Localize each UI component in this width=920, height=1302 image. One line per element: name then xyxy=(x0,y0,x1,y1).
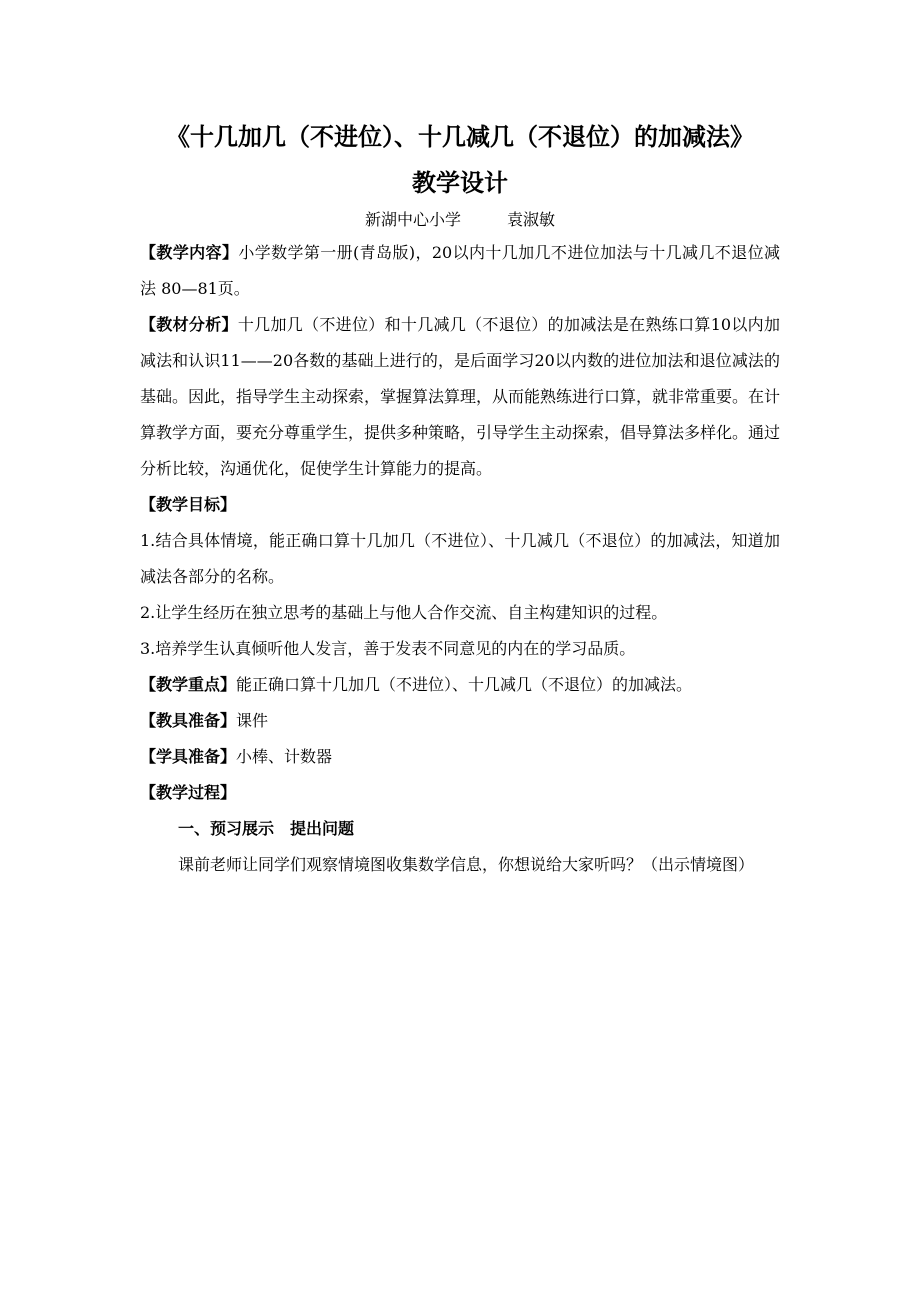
section-text: 十几加几（不进位）和十几减几（不退位）的加减法是在熟练口算10以内加减法和认识11——20各数的基础上进行的，是后面学习20以内数的进位加法和退位减法的基础。因此，指导学生主动探索，掌握算法算理，从而能熟练进行口算，就非常重要。在计算教学方面，要充分尊重学生，提供多种策略，引导学生主动探索，倡导算法多样化。通过分析比较，沟通优化，促使学生计算能力的提高。 xyxy=(140,315,781,478)
section-label: 【学具准备】 xyxy=(140,747,237,766)
document-subtitle: 教学设计 xyxy=(412,168,508,197)
section-student-tools xyxy=(140,739,780,775)
section-label: 【教材分析】 xyxy=(140,315,238,334)
section-label: 【教学重点】 xyxy=(140,675,237,694)
goal-item: 2.让学生经历在独立思考的基础上与他人合作交流、自主构建知识的过程。 xyxy=(140,603,668,622)
section-label: 【教学过程】 xyxy=(140,783,237,802)
goal-item: 3.培养学生认真倾听他人发言，善于发表不同意见的内在的学习品质。 xyxy=(140,639,636,658)
section-label: 【教学目标】 xyxy=(140,495,237,514)
document-body xyxy=(140,235,780,883)
section-text: 小学数学第一册(青岛版)，20以内十几加几不进位加法与十几减几不退位减法 80—81页。 xyxy=(140,243,780,298)
section-text: 小棒、计数器 xyxy=(236,747,333,766)
section-label: 【教具准备】 xyxy=(140,711,237,730)
section-teacher-tools xyxy=(140,703,780,739)
goal-item: 1.结合具体情境，能正确口算十几加几（不进位）、十几减几（不退位）的加减法，知道加减法各部分的名称。 xyxy=(140,531,780,586)
section-content xyxy=(140,235,780,307)
school-name: 新湖中心小学 xyxy=(364,210,461,229)
section-text: 课件 xyxy=(236,711,269,730)
section-text: 能正确口算十几加几（不进位）、十几减几（不退位）的加减法。 xyxy=(236,675,693,694)
document-title: 《十几加几（不进位）、十几减几（不退位）的加减法》 xyxy=(166,122,754,151)
byline xyxy=(0,208,920,232)
author-name: 袁淑敏 xyxy=(507,210,556,229)
process-step-title: 一、预习展示 提出问题 xyxy=(178,819,355,838)
section-label: 【教学内容】 xyxy=(140,243,239,262)
section-goals xyxy=(140,487,780,523)
section-process xyxy=(140,775,780,811)
section-analysis xyxy=(140,307,780,487)
section-key-points xyxy=(140,667,780,703)
process-step-text: 课前老师让同学们观察情境图收集数学信息，你想说给大家听吗？（出示情境图） xyxy=(178,855,755,874)
